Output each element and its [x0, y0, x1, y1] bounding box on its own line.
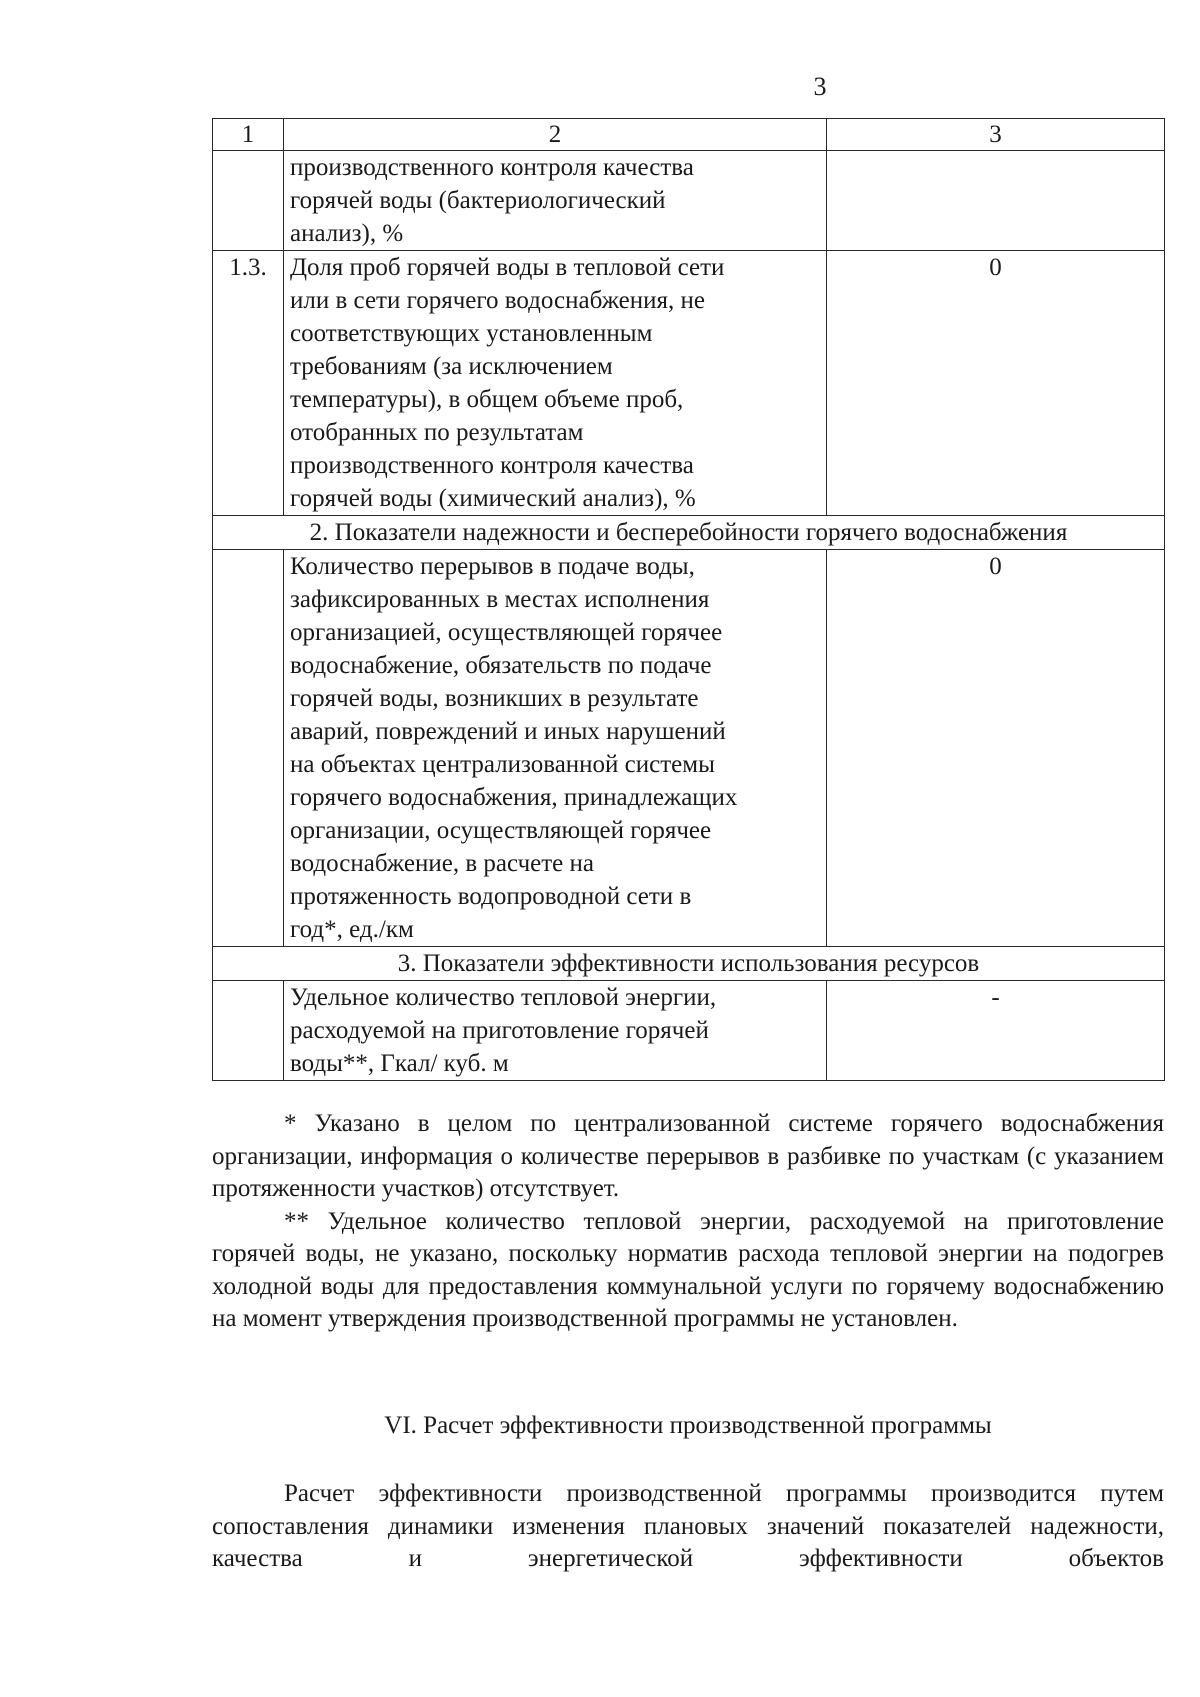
intro-paragraph: Расчет эффективности производственной программы производится путем сопоставления динамики изменения плановых значений показателей надежности, качества и энергетической эффективности объектов: [212, 1480, 1164, 1572]
indicator-name-cell: [284, 251, 827, 516]
indicator-text-line: водоснабжение, обязательств по подаче: [290, 652, 712, 679]
indicator-text-line: горячей воды (бактериологический: [290, 187, 666, 214]
footnote-2: ** Удельное количество тепловой энергии, расходуемой на приготовление горячей воды, не указано, поскольку норматив расхода тепловой энергии на подогрев холодной воды для предоставления коммунальной услуги по горячему водоснабжению на момент утверждения производственной программы не установлен.: [212, 1207, 1164, 1332]
indicator-text-line: организацией, осуществляющей горячее: [290, 619, 723, 646]
page-number: 3: [813, 72, 827, 101]
indicator-text-line: требованиям (за исключением: [290, 353, 613, 380]
indicator-text-line: год*, ед./км: [290, 916, 414, 943]
indicator-text-line: воды**, Гкал/ куб. м: [290, 1050, 509, 1077]
indicator-name-cell: [284, 550, 827, 947]
row-number-cell: [213, 550, 284, 947]
indicator-text-line: зафиксированных в местах исполнения: [290, 586, 710, 613]
indicator-value-cell: 0: [827, 550, 1165, 947]
indicator-text-line: Количество перерывов в подаче воды,: [290, 553, 695, 580]
indicator-name-cell: [284, 151, 827, 251]
section-heading-cell: 3. Показатели эффективности использования ресурсов: [213, 947, 1165, 981]
table-row: [213, 981, 1165, 1081]
indicators-table: [212, 118, 1165, 1081]
header-cell-3: 3: [827, 119, 1165, 151]
indicator-text-line: горячего водоснабжения, принадлежащих: [290, 784, 738, 811]
indicator-text-line: Доля проб горячей воды в тепловой сети: [290, 254, 725, 281]
indicator-text-line: на объектах централизованной системы: [290, 751, 715, 778]
indicator-text-line: горячей воды, возникших в результате: [290, 685, 699, 712]
table-row: [213, 251, 1165, 516]
indicator-text-line: горячей воды (химический анализ), %: [290, 485, 696, 512]
indicator-name-cell: [284, 981, 827, 1081]
indicator-text-line: водоснабжение, в расчете на: [290, 850, 594, 877]
table-section-row: [213, 947, 1165, 981]
indicator-value-cell: [827, 151, 1165, 251]
indicator-text-line: производственного контроля качества: [290, 452, 694, 479]
indicator-text-line: производственного контроля качества: [290, 154, 694, 181]
table-row: [213, 550, 1165, 947]
header-cell-1: 1: [213, 119, 284, 151]
indicator-text-line: соответствующих установленным: [290, 320, 653, 347]
indicator-text-line: организации, осуществляющей горячее: [290, 817, 712, 844]
indicators-table-body: [213, 119, 1165, 1081]
footnotes: [212, 1108, 1164, 1336]
footnote-1: * Указано в целом по централизованной системе горячего водоснабжения организации, информация о количестве перерывов в разбивке по участкам (с указанием протяженности участков) отсутствует.: [212, 1110, 1164, 1202]
table-section-row: [213, 516, 1165, 550]
indicator-text-line: Удельное количество тепловой энергии,: [290, 984, 717, 1011]
row-number-cell: [213, 151, 284, 251]
indicator-text-line: или в сети горячего водоснабжения, не: [290, 287, 705, 314]
indicator-text-line: анализ), %: [290, 220, 404, 247]
indicator-text-line: отобранных по результатам: [290, 419, 584, 446]
row-number-cell: [213, 981, 284, 1081]
section-heading-cell: 2. Показатели надежности и бесперебойности горячего водоснабжения: [213, 516, 1165, 550]
row-number-cell: 1.3.: [213, 251, 284, 516]
indicator-text-line: протяженность водопроводной сети в: [290, 883, 692, 910]
table-row: [213, 151, 1165, 251]
indicator-text-line: расходуемой на приготовление горячей: [290, 1017, 709, 1044]
section-title: VI. Расчет эффективности производственной программы: [384, 1412, 992, 1439]
header-cell-2: 2: [284, 119, 827, 151]
indicator-text-line: аварий, повреждений и иных нарушений: [290, 718, 726, 745]
indicator-value-cell: -: [827, 981, 1165, 1081]
indicator-text-line: температуры), в общем объеме проб,: [290, 386, 684, 413]
indicator-value-cell: 0: [827, 251, 1165, 516]
table-header-row: [213, 119, 1165, 151]
